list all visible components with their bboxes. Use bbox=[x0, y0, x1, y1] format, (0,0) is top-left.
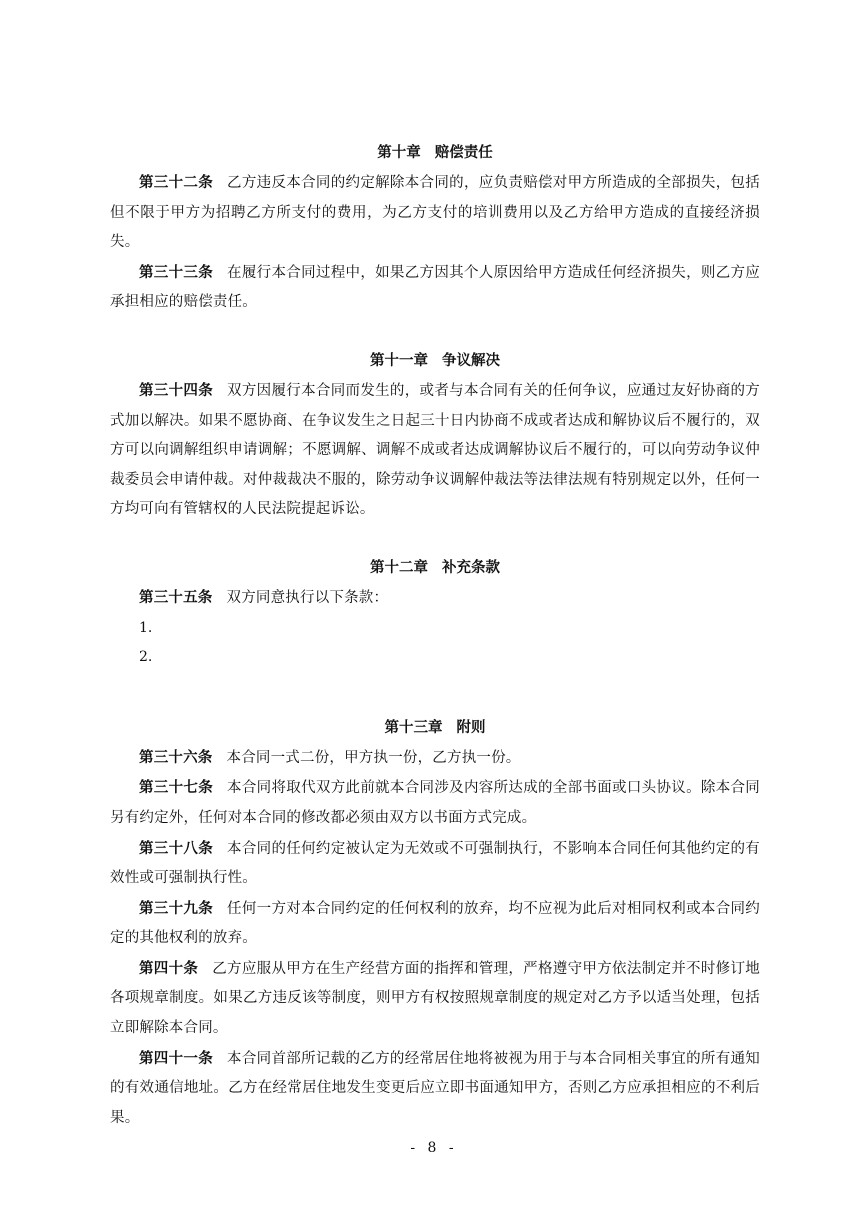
list-item: 2. bbox=[139, 649, 153, 666]
chapter-number: 第十一章 bbox=[370, 351, 428, 369]
chapter-title: 争议解决 bbox=[442, 351, 500, 369]
article-number: 第四十条 bbox=[139, 959, 199, 977]
article bbox=[110, 168, 760, 258]
spacer bbox=[110, 525, 760, 553]
chapter-number: 第十二章 bbox=[370, 558, 428, 576]
article-text: 本合同将取代双方此前就本合同涉及内容所达成的全部书面或口头协议。除本合同另有约定外，任何对本合同的修改都必须由双方以书面方式完成。 bbox=[110, 780, 761, 826]
spacer bbox=[110, 673, 760, 713]
article-text: 任何一方对本合同约定的任何权利的放弃，均不应视为此后对相同权利或本合同约定的其他权利的放弃。 bbox=[110, 900, 761, 947]
article-number: 第三十六条 bbox=[139, 748, 213, 766]
article bbox=[110, 258, 760, 318]
article-text: 双方因履行本合同而发生的，或者与本合同有关的任何争议，应通过友好协商的方式加以解决。如果不愿协商、在争议发生之日起三十日内协商不成或者达成和解协议后不履行的，双方可以向调解组织申请调解；不愿调解、调解不成或者达成调解协议后不履行的，可以向劳动争议仲裁委员会申请仲裁。对仲裁裁决不服的，除劳动争议调解仲裁法等法律法规有特别规定以外，任何一方均可向有管辖权的人民法院提起诉讼。 bbox=[110, 382, 761, 518]
article-text: 双方同意执行以下条款： bbox=[226, 589, 389, 606]
article-number: 第三十二条 bbox=[139, 174, 214, 191]
article-number: 第三十七条 bbox=[139, 779, 214, 797]
document-body bbox=[110, 138, 760, 1133]
article bbox=[110, 954, 760, 1044]
chapter-heading bbox=[110, 713, 760, 743]
chapter-heading bbox=[110, 553, 760, 583]
article-text: 在履行本合同过程中，如果乙方因其个人原因给甲方造成任何经济损失，则乙方应承担相应的赔偿责任。 bbox=[110, 264, 761, 311]
chapter-title: 补充条款 bbox=[442, 558, 500, 576]
chapter-title: 赔偿责任 bbox=[434, 144, 493, 161]
article bbox=[110, 583, 760, 614]
chapter-number: 第十三章 bbox=[384, 718, 443, 736]
article bbox=[110, 773, 760, 833]
article-text: 乙方违反本合同的约定解除本合同的，应负责赔偿对甲方所造成的全部损失，包括但不限于甲方为招聘乙方所支付的费用，为乙方支付的培训费用以及乙方给甲方造成的直接经济损失。 bbox=[110, 175, 761, 251]
chapter-heading bbox=[110, 138, 760, 168]
article bbox=[110, 743, 760, 774]
article-number: 第三十九条 bbox=[139, 899, 214, 917]
article-text: 本合同首部所记载的乙方的经常居住地将被视为用于与本合同相关事宜的所有通知的有效通信地址。乙方在经常居住地发生变更后应立即书面通知甲方，否则乙方应承担相应的不利后果。 bbox=[110, 1050, 761, 1126]
article-number: 第四十一条 bbox=[139, 1049, 214, 1067]
article-number: 第三十四条 bbox=[139, 381, 214, 399]
article-number: 第三十八条 bbox=[139, 839, 214, 857]
article bbox=[110, 834, 760, 894]
page-number: - 8 - bbox=[410, 1140, 458, 1156]
article-text: 乙方应服从甲方在生产经营方面的指挥和管理，严格遵守甲方依法制定并不时修订地各项规章制度。如果乙方违反该等制度，则甲方有权按照规章制度的规定对乙方予以适当处理，包括立即解除本合同。 bbox=[110, 960, 760, 1037]
article-number: 第三十五条 bbox=[139, 588, 213, 606]
chapter-heading bbox=[110, 346, 760, 376]
article bbox=[110, 376, 760, 525]
chapter-number: 第十章 bbox=[377, 144, 421, 161]
article bbox=[110, 894, 760, 954]
article-text: 本合同的任何约定被认定为无效或不可强制执行，不影响本合同任何其他约定的有效性或可强制执行性。 bbox=[110, 840, 761, 887]
chapter-title: 附则 bbox=[456, 718, 486, 736]
article-number: 第三十三条 bbox=[139, 263, 214, 281]
article bbox=[110, 1044, 760, 1134]
list-item: 1. bbox=[139, 619, 153, 636]
article-text: 本合同一式二份，甲方执一份，乙方执一份。 bbox=[226, 749, 521, 766]
spacer bbox=[110, 318, 760, 346]
